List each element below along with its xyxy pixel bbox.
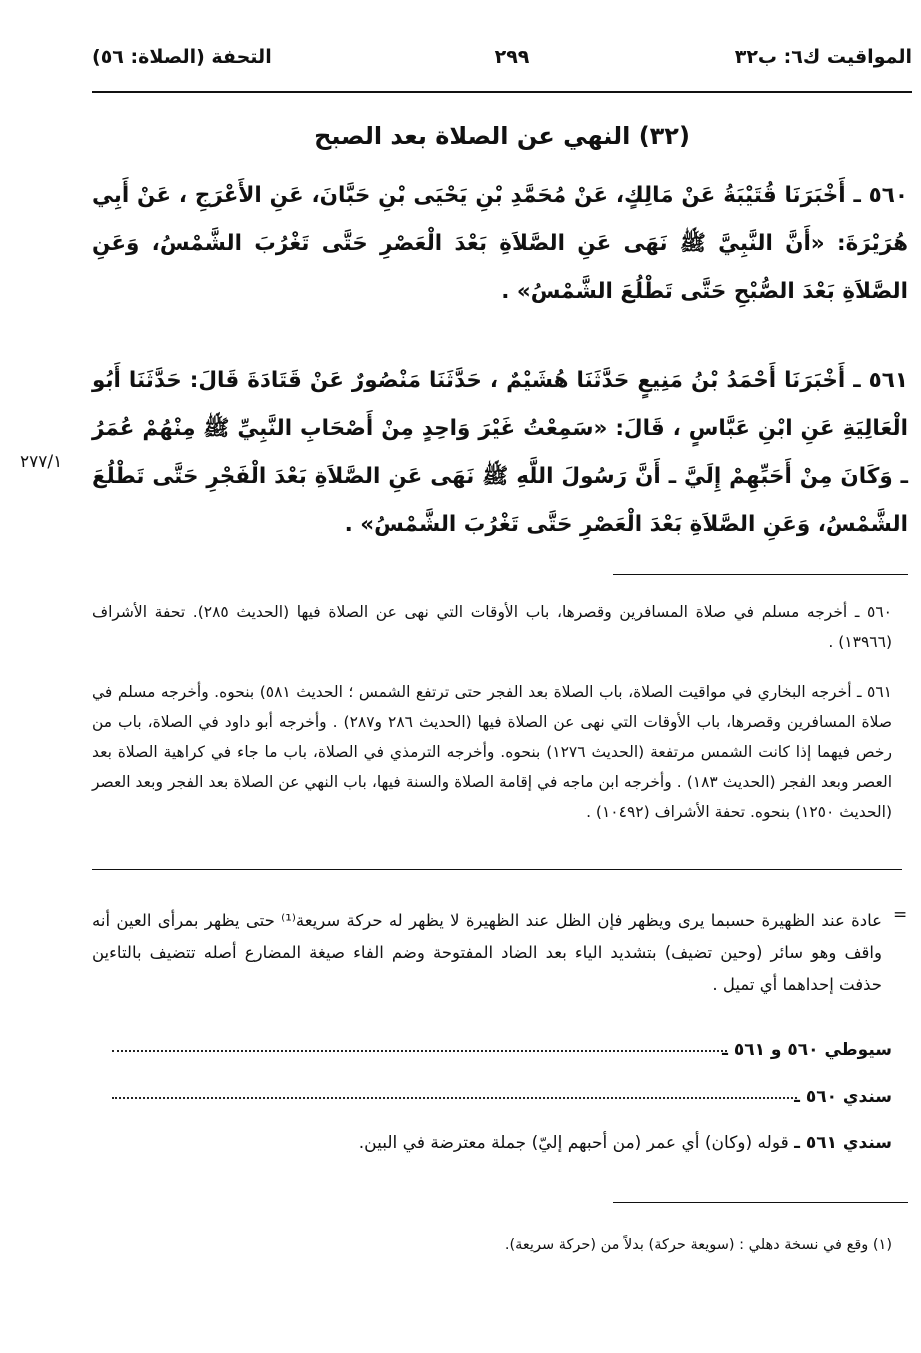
dotted-leader bbox=[112, 1097, 797, 1099]
commentary-divider bbox=[92, 869, 902, 870]
continuation-mark: = bbox=[893, 905, 908, 925]
header-tuhfa-ref: التحفة (الصلاة: ٥٦) bbox=[92, 46, 272, 68]
chapter-title: (٣٢) النهي عن الصلاة بعد الصبح bbox=[314, 122, 690, 150]
commentary-entry-sindi-561 bbox=[92, 1133, 892, 1163]
margin-reference: ٢٧٧/١ bbox=[20, 452, 63, 472]
commentary-continuation: عادة عند الظهيرة حسبما يرى ويظهر فإن الظل عند الظهيرة لا يظهر له حركة سريعة⁽¹⁾ حتى يظهر بمرأى العين أنه واقف وهو سائر (وحين تضيف) بتشديد الياء بعد الضاد المفتوحة وضم الفاء صيغة المضارع أصله تتضيف بالتاءين حذفت إحداهما أي تميل . bbox=[92, 911, 882, 994]
bottom-footnote-divider bbox=[613, 1202, 908, 1203]
commentary-text bbox=[359, 1133, 892, 1153]
hadith-561: ٥٦١ ـ أَخْبَرَنَا أَحْمَدُ بْنُ مَنِيعٍ حَدَّثَنَا هُشَيْمٌ ، حَدَّثَنَا مَنْصُورٌ عَنْ قَتَادَةَ قَالَ: حَدَّثَنَا أَبُو الْعَالِيَةِ عَنِ ابْنِ عَبَّاسٍ ، قَالَ: «سَمِعْتُ غَيْرَ وَاحِدٍ مِنْ أَصْحَابِ النَّبِيِّ ﷺ مِنْهُمْ عُمَرُ ـ وَكَانَ مِنْ أَحَبِّهِمْ إِلَيَّ ـ أَنَّ رَسُولَ اللَّهِ ﷺ نَهَى عَنِ الصَّلاَةِ بَعْدَ الْفَجْرِ حَتَّى تَطْلُعَ الشَّمْسُ، وَعَنِ الصَّلاَةِ بَعْدَ الْعَصْرِ حَتَّى تَغْرُبَ الشَّمْسُ» . bbox=[92, 368, 908, 537]
header-divider bbox=[92, 91, 912, 93]
commentary-body: قوله (وكان) أي عمر (من أحبهم إليّ) جملة معترضة في البين. bbox=[358, 1133, 789, 1153]
running-header bbox=[92, 40, 912, 80]
commentary-label: سندي ٥٦١ ـ bbox=[794, 1133, 892, 1153]
takhrij-560: ٥٦٠ ـ أخرجه مسلم في صلاة المسافرين وقصرها، باب الأوقات التي نهى عن الصلاة فيها (الحديث ٢٨٥). تحفة الأشراف (١٣٩٦٦) . bbox=[92, 603, 893, 651]
takhrij-561: ٥٦١ ـ أخرجه البخاري في مواقيت الصلاة، باب الصلاة بعد الفجر حتى ترتفع الشمس ؛ الحديث ٥٨١) بنحوه. وأخرجه مسلم في صلاة المسافرين وقصرها، باب الأوقات التي نهى عن الصلاة فيها (الحديث ٢٨٦ و٢٨٧) . وأخرجه أبو داود في الصلاة، باب من رخص فيهما إذا كانت الشمس مرتفعة (الحديث ١٢٧٦) بنحوه. وأخرجه الترمذي في الصلاة، باب ما جاء في كراهية الصلاة بعد العصر وبعد الفجر (الحديث ١٨٣) . وأخرجه ابن ماجه في إقامة الصلاة والسنة فيها، باب النهي عن الصلاة بعد الفجر وبعد العصر (الحديث ١٢٥٠) بنحوه. تحفة الأشراف (١٠٤٩٢) . bbox=[92, 683, 892, 821]
bottom-footnote: (١) وقع في نسخة دهلي : (سويعة حركة) بدلاً من (حركة سريعة). bbox=[504, 1237, 892, 1253]
page-number: ٢٩٩ bbox=[494, 46, 530, 68]
commentary-entry-suyuti bbox=[92, 1040, 892, 1070]
footnote-divider bbox=[613, 574, 908, 575]
dotted-leader bbox=[112, 1050, 727, 1052]
hadith-560: ٥٦٠ ـ أَخْبَرَنَا قُتَيْبَةُ عَنْ مَالِكٍ، عَنْ مُحَمَّدِ بْنِ يَحْيَى بْنِ حَبَّانَ، عَنِ الأَعْرَجِ ، عَنْ أَبِي هُرَيْرَةَ: «أَنَّ النَّبِيَّ ﷺ نَهَى عَنِ الصَّلاَةِ بَعْدَ الْعَصْرِ حَتَّى تَغْرُبَ الشَّمْسُ، وَعَنِ الصَّلاَةِ بَعْدَ الصُّبْحِ حَتَّى تَطْلُعَ الشَّمْسُ» . bbox=[92, 183, 908, 304]
commentary-label: سندي ٥٦٠ ـ bbox=[794, 1087, 892, 1107]
commentary-label: سيوطي ٥٦٠ و ٥٦١ ـ bbox=[722, 1040, 892, 1060]
header-section-ref: المواقيت ك٦: ب٣٢ bbox=[734, 46, 912, 68]
commentary-entry-sindi-560 bbox=[92, 1087, 892, 1117]
